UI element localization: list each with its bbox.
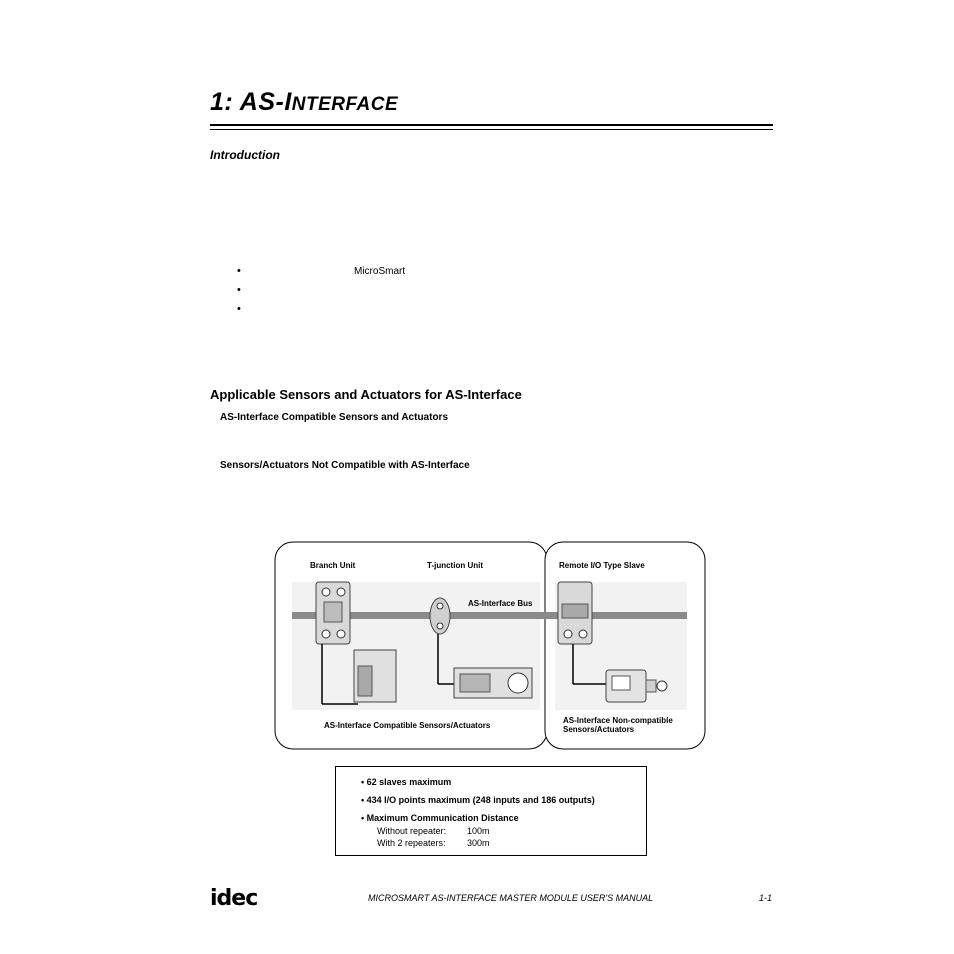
spec-with-label: With 2 repeaters:: [377, 838, 446, 848]
remote-io-label: Remote I/O Type Slave: [559, 561, 645, 570]
spec-with-repeaters: [377, 838, 490, 848]
branch-unit-device: [316, 582, 350, 644]
t-junction-device: [430, 598, 450, 634]
compatible-subheading: AS-Interface Compatible Sensors and Actuators: [220, 412, 449, 423]
spec-without-repeater: [377, 826, 490, 836]
idec-logo: idec: [210, 886, 258, 911]
spec-io-points: • 434 I/O points maximum (248 inputs and 186 outputs): [361, 795, 595, 805]
title-rule-thin: [210, 129, 773, 130]
introduction-heading: Introduction: [210, 148, 280, 162]
bullet-2: •: [237, 284, 241, 296]
page-number: 1-1: [759, 893, 773, 903]
section-heading: Applicable Sensors and Actuators for AS-Interface: [210, 387, 522, 402]
title-rule-thick: [210, 124, 773, 126]
bullet-3: •: [237, 303, 241, 315]
spec-distance: • Maximum Communication Distance: [361, 813, 519, 823]
spec-slaves: • 62 slaves maximum: [361, 777, 452, 787]
noncompatible-label-line2: Sensors/Actuators: [563, 725, 635, 734]
chapter-number: 1:: [210, 88, 234, 116]
as-interface-bus-label: AS-Interface Bus: [468, 599, 533, 608]
footer-manual-title: MICROSMART AS-INTERFACE MASTER MODULE USER'S MANUAL: [368, 893, 654, 903]
noncompatible-label-line1: AS-Interface Non-compatible: [563, 716, 673, 725]
remote-io-device: [558, 582, 592, 644]
as-interface-bus-line: [292, 612, 687, 619]
bullet-1-text: MicroSmart: [354, 266, 406, 277]
chapter-title: [210, 88, 398, 117]
noncompatible-subheading: Sensors/Actuators Not Compatible with AS-Interface: [220, 460, 470, 471]
branch-unit-label: Branch Unit: [310, 561, 356, 570]
spec-without-value: 100m: [467, 826, 490, 836]
chapter-title-smallcaps: NTERFACE: [291, 94, 399, 115]
spec-with-value: 300m: [467, 838, 490, 848]
t-junction-label: T-junction Unit: [427, 561, 483, 570]
bullet-1: •: [237, 265, 241, 277]
compatible-sensor-2: [454, 668, 532, 698]
chapter-title-main: AS-I: [239, 88, 292, 116]
compatible-sensor-1: [354, 650, 396, 702]
spec-without-label: Without repeater:: [377, 826, 447, 836]
compatible-sensors-label: AS-Interface Compatible Sensors/Actuators: [324, 721, 491, 730]
